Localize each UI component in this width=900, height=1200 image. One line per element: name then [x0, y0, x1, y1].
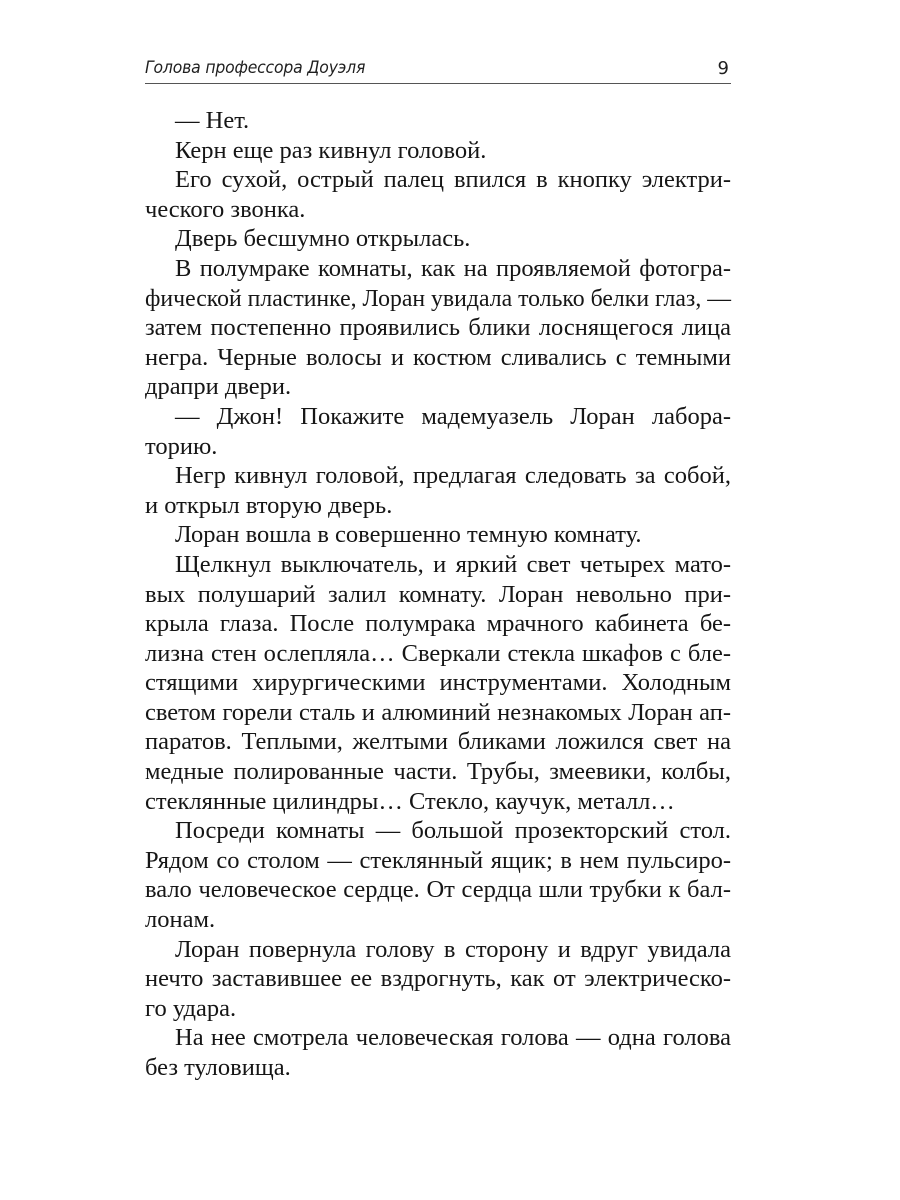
- text-line: го удара.: [145, 994, 237, 1022]
- text-line: затем постепенно проявились блики лоснящегося лица: [145, 314, 731, 342]
- text-line: лонам.: [145, 906, 216, 934]
- text-line: Его сухой, острый палец впился в кнопку электри-: [175, 166, 731, 194]
- text-line: стящими хирургическими инструментами. Холодным: [145, 669, 731, 697]
- text-line: и открыл вторую дверь.: [145, 491, 393, 519]
- text-line: стеклянные цилиндры… Стекло, каучук, металл…: [145, 787, 675, 815]
- body-text: [145, 106, 731, 1083]
- text-line: В полумраке комнаты, как на проявляемой фотогра-: [175, 254, 731, 282]
- text-line: На нее смотрела человеческая голова — одна голова: [175, 1024, 731, 1052]
- text-line: негра. Черные волосы и костюм сливались с темными: [145, 343, 731, 371]
- text-line: без туловища.: [145, 1054, 291, 1081]
- text-line: ческого звонка.: [145, 195, 306, 223]
- text-line: медные полированные части. Трубы, змеевики, колбы,: [145, 758, 731, 786]
- text-line: Щелкнул выключатель, и яркий свет четырех мато-: [175, 550, 731, 578]
- text-line: Рядом со столом — стеклянный ящик; в нем пульсиро-: [145, 846, 731, 874]
- text-line: драпри двери.: [145, 373, 292, 401]
- running-head-title: Голова профессора Доуэля: [145, 58, 366, 78]
- text-line: крыла глаза. После полумрака мрачного кабинета бе-: [145, 610, 731, 638]
- page-number: 9: [717, 58, 729, 79]
- text-line: вало человеческое сердце. От сердца шли трубки к бал-: [145, 876, 731, 904]
- text-line: Керн еще раз кивнул головой.: [175, 136, 487, 164]
- text-line: нечто заставившее ее вздрогнуть, как от электрическо-: [145, 965, 731, 993]
- running-head: [145, 57, 731, 84]
- text-line: паратов. Теплыми, желтыми бликами ложился свет на: [145, 728, 731, 756]
- text-line: Лоран вошла в совершенно темную комнату.: [175, 521, 642, 549]
- text-line: Лоран повернула голову в сторону и вдруг увидала: [175, 935, 731, 963]
- text-line: фической пластинке, Лоран увидала только белки глаз, —: [145, 284, 731, 312]
- text-line: Негр кивнул головой, предлагая следовать за собой,: [175, 462, 731, 490]
- text-line: торию.: [145, 432, 218, 460]
- text-line: светом горели сталь и алюминий незнакомых Лоран ап-: [145, 698, 731, 726]
- text-line: лизна стен ослепляла… Сверкали стекла шкафов с бле-: [145, 639, 731, 667]
- text-line: — Нет.: [175, 107, 250, 134]
- text-line: Дверь бесшумно открылась.: [175, 225, 471, 253]
- text-line: вых полушарий залил комнату. Лоран невольно при-: [145, 580, 731, 608]
- text-line: Посреди комнаты — большой прозекторский стол.: [175, 817, 731, 845]
- text-line: — Джон! Покажите мадемуазель Лоран лабора-: [175, 402, 731, 430]
- book-page: [145, 0, 731, 1200]
